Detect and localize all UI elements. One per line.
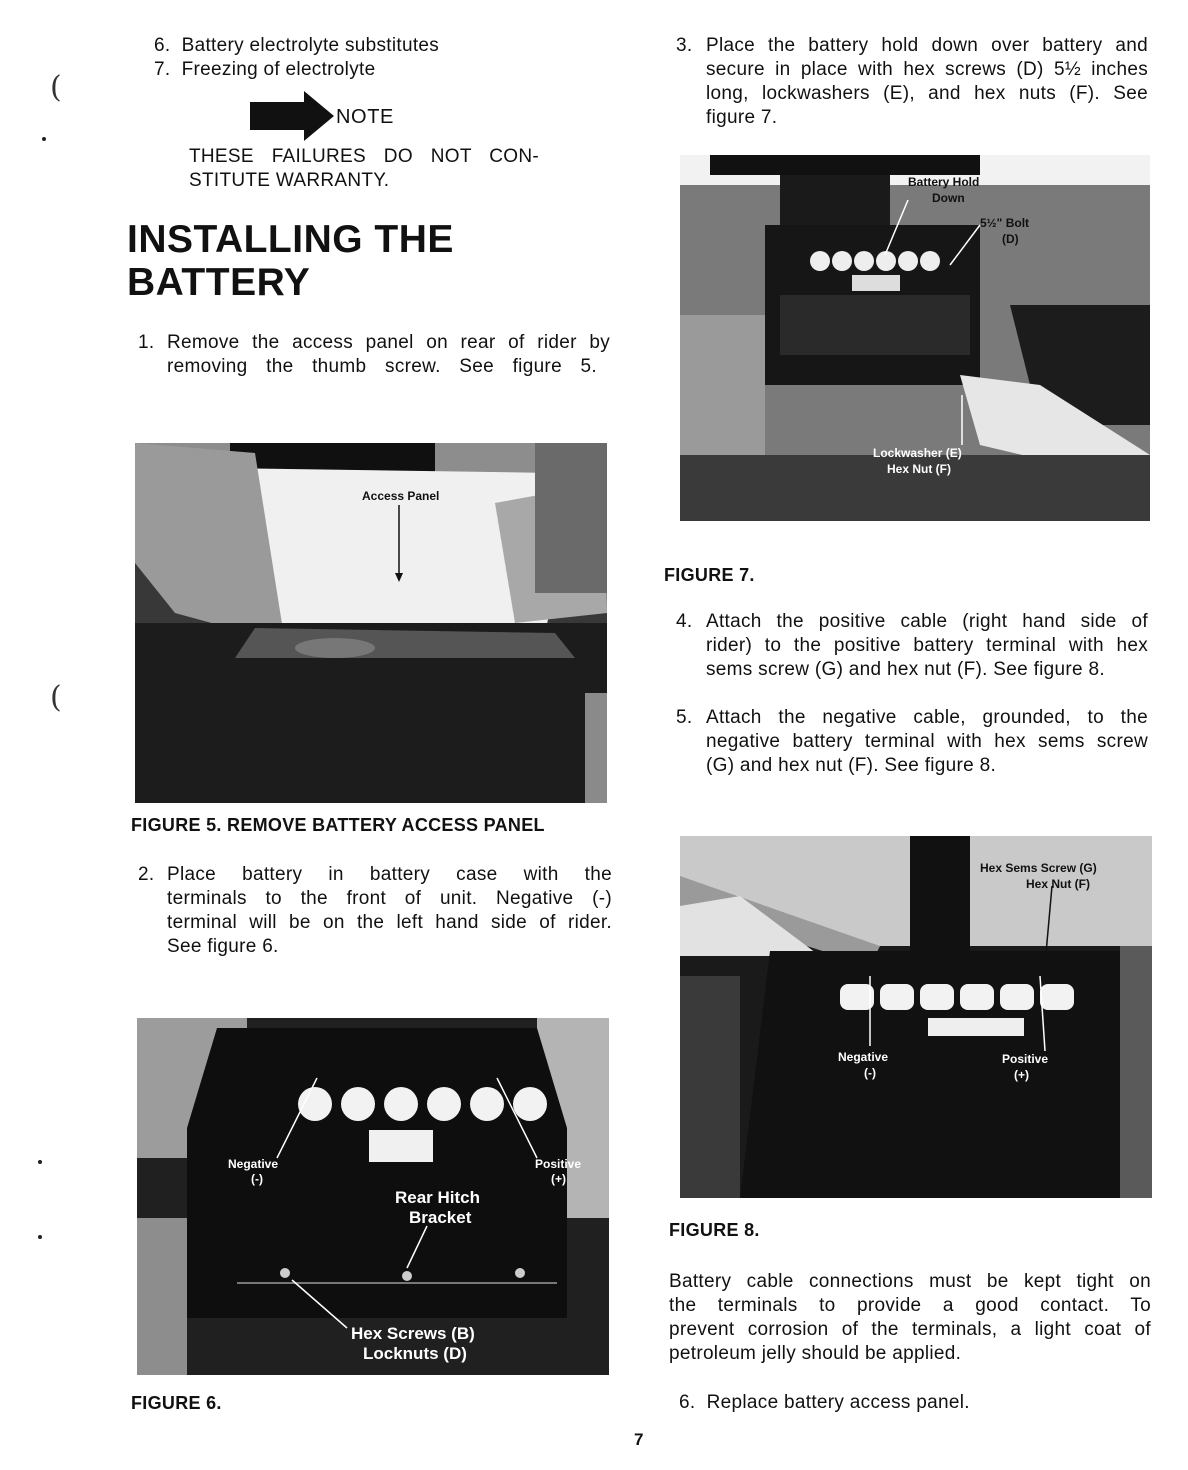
label-positive: Positive (1002, 1052, 1049, 1066)
list-item: 6. Battery electrolyte substitutes (154, 35, 440, 56)
label-hex-screws: Hex Screws (B) (351, 1324, 475, 1343)
label-positive-sign: (+) (1014, 1068, 1029, 1082)
step-4: 4. Attach the positive cable (right hand side of rider) to the positive battery terminal with hex sems screw (G) and hex nut (F). See figure 8. (676, 611, 1148, 680)
note-label: NOTE (336, 106, 394, 128)
label-hex-nut: Hex Nut (F) (1026, 877, 1090, 891)
margin-dot (42, 137, 46, 141)
figure-8-caption: FIGURE 8. (669, 1220, 760, 1240)
margin-mark: ( (50, 70, 62, 105)
figure-6-illustration (137, 1018, 609, 1375)
label-hex-sems-screw: Hex Sems Screw (G) (980, 861, 1097, 875)
figure-6-photo (137, 1018, 609, 1375)
note-text: THESE FAILURES DO NOT CON- (189, 146, 539, 167)
label-positive-sign: (+) (551, 1172, 566, 1186)
label-negative: Negative (228, 1157, 279, 1171)
section-heading: BATTERY (127, 261, 311, 304)
label-bolt-letter: (D) (1002, 232, 1019, 246)
step-2: 2. Place battery in battery case with the terminals to the front of unit. Negative (-) terminal will be on the left hand side of rider. See figure 6. (138, 864, 612, 957)
label-negative-sign: (-) (251, 1172, 263, 1186)
label-battery-hold: Battery Hold (908, 175, 980, 189)
step-6: 6. Replace battery access panel. (679, 1392, 970, 1413)
figure-5-caption: FIGURE 5. REMOVE BATTERY ACCESS PANEL (131, 815, 545, 835)
label-rear-hitch: Rear Hitch (395, 1188, 481, 1207)
figure-7-caption: FIGURE 7. (664, 565, 755, 585)
margin-dot (38, 1160, 42, 1164)
page-number: 7 (634, 1430, 644, 1449)
figure-8-photo (680, 836, 1152, 1198)
margin-mark: ( (50, 680, 62, 715)
figure-7-photo (680, 155, 1150, 521)
label-bolt: 5½" Bolt (980, 216, 1030, 230)
figure-5-photo (135, 443, 607, 803)
label-access-panel: Access Panel (362, 489, 440, 503)
label-down: Down (932, 191, 965, 205)
label-bracket: Bracket (409, 1208, 472, 1227)
pointer-arrow-icon (394, 505, 404, 583)
step-1: 1. Remove the access panel on rear of rider by removing the thumb screw. See figure 5. (138, 332, 610, 377)
label-hex-nut: Hex Nut (F) (887, 462, 951, 476)
note-text: STITUTE WARRANTY. (189, 170, 390, 191)
figure-6-caption: FIGURE 6. (131, 1393, 222, 1413)
label-lockwasher: Lockwasher (E) (873, 446, 962, 460)
section-heading: INSTALLING THE (127, 218, 454, 261)
list-item: 7. Freezing of electrolyte (154, 59, 376, 80)
margin-dot (38, 1235, 42, 1239)
step-3: 3. Place the battery hold down over battery and secure in place with hex screws (D) 5½ inches long, lockwashers (E), and hex nuts (F). See figure 7. (676, 35, 1148, 128)
label-negative: Negative (838, 1050, 889, 1064)
step-5: 5. Attach the negative cable, grounded, to the negative battery terminal with hex sems screw (G) and hex nut (F). See figure 8. (676, 707, 1148, 776)
note-arrow-icon (250, 91, 334, 141)
label-positive: Positive (535, 1157, 582, 1171)
label-negative-sign: (-) (864, 1066, 876, 1080)
label-locknuts: Locknuts (D) (363, 1344, 467, 1363)
cable-paragraph: Battery cable connections must be kept tight on the terminals to provide a good contact. To prevent corrosion of the terminals, a light coat of petroleum jelly should be applied. (669, 1271, 1151, 1364)
